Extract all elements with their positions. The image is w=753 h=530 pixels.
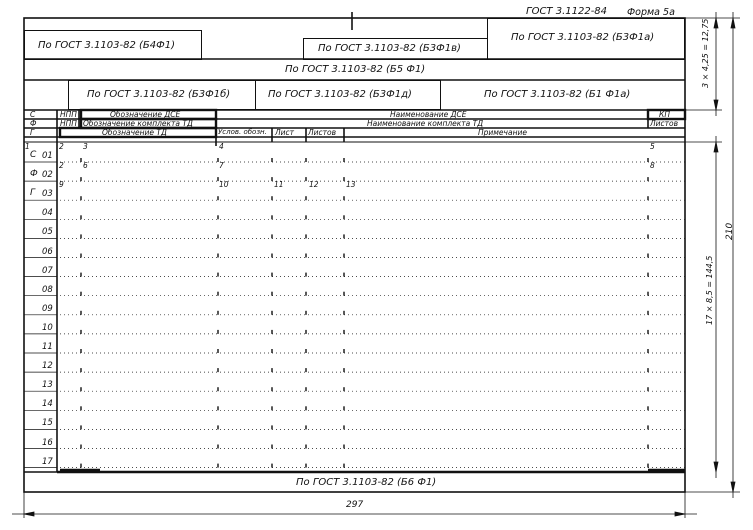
row-prefix-g: Г (30, 188, 36, 198)
row-number: 10 (42, 322, 53, 333)
row-number: 12 (42, 361, 53, 372)
ref-b3f1v: По ГОСТ 3.1103-82 (Б3Ф1в) (318, 43, 461, 54)
row-number: 17 (42, 456, 53, 467)
mark-6: 6 (83, 161, 88, 170)
row-number: 07 (42, 265, 53, 276)
hdr-c-prefix: С (30, 110, 36, 119)
dim-body-rows: 17 × 8,5 = 144,5 (705, 255, 714, 325)
mark-9: 9 (59, 180, 64, 189)
hdr-g-cond: Услов. обозн. (218, 128, 267, 136)
hdr-f-col2: Наименование комплекта ТД (367, 119, 484, 128)
hdr-g-note: Примечание (478, 128, 527, 137)
ref-b1f1a: По ГОСТ 3.1103-82 (Б1 Ф1а) (484, 89, 631, 100)
ref-b3f1a: По ГОСТ 3.1103-82 (Б3Ф1а) (511, 32, 655, 43)
row-number: 14 (42, 399, 53, 410)
row-number: 11 (42, 342, 53, 352)
row-number: 05 (42, 227, 53, 238)
mark-2b: 2 (59, 161, 64, 170)
row-number: 13 (42, 380, 53, 391)
dim-top-rows: 3 × 4,25 = 12,75 (701, 18, 710, 88)
dim-width: 297 (346, 500, 364, 510)
mark-2: 2 (59, 142, 64, 151)
standard-number: ГОСТ 3.1122-84 (526, 6, 608, 17)
mark-5: 5 (650, 142, 655, 151)
hdr-c-npp: НПП (60, 110, 77, 119)
hdr-g-sheet: Лист (275, 128, 295, 137)
row-number: 02 (42, 170, 53, 181)
row-number: 16 (42, 437, 53, 448)
hdr-f-col1: Обозначение комплекта ТД (83, 119, 193, 128)
row-number: 06 (42, 246, 53, 257)
hdr-c-col1: Обозначение ДСЕ (110, 110, 181, 119)
mark-8: 8 (650, 161, 655, 170)
hdr-g-prefix: Г (30, 128, 35, 137)
ref-b6f1: По ГОСТ 3.1103-82 (Б6 Ф1) (296, 477, 437, 488)
dim-height: 210 (725, 222, 735, 240)
row-prefix-f: Ф (30, 169, 38, 179)
hdr-c-kp: КП (659, 110, 670, 119)
row-number: 08 (42, 284, 53, 295)
mark-1: 1 (25, 142, 30, 151)
form-number: Форма 5а (627, 7, 675, 18)
mark-4: 4 (219, 142, 224, 151)
ref-b3f1b: По ГОСТ 3.1103-82 (Б3Ф1б) (87, 89, 231, 100)
row-number: 09 (42, 303, 53, 314)
row-number: 04 (42, 208, 53, 219)
hdr-f-prefix: Ф (30, 119, 37, 128)
ref-b4f1: По ГОСТ 3.1103-82 (Б4Ф1) (38, 40, 176, 51)
hdr-g-sheets: Листов (308, 128, 337, 137)
mark-13: 13 (346, 180, 356, 189)
mark-10: 10 (219, 180, 229, 189)
mark-3: 3 (83, 142, 88, 151)
hdr-c-col2: Наименование ДСЕ (390, 110, 467, 119)
row-prefix-c: С (30, 150, 37, 160)
hdr-f-npp: НПП (60, 119, 77, 128)
mark-12: 12 (309, 180, 319, 189)
ref-b5f1: По ГОСТ 3.1103-82 (Б5 Ф1) (285, 64, 426, 75)
row-number: 15 (42, 418, 53, 429)
row-number: 03 (42, 189, 53, 200)
row-number: 01 (42, 151, 53, 161)
hdr-g-col1: Обозначение ТД (102, 128, 167, 137)
mark-7: 7 (219, 161, 224, 170)
ref-b3f1d: По ГОСТ 3.1103-82 (Б3Ф1д) (268, 89, 412, 100)
hdr-f-sheets: Листов (650, 119, 679, 128)
mark-11: 11 (274, 180, 284, 189)
